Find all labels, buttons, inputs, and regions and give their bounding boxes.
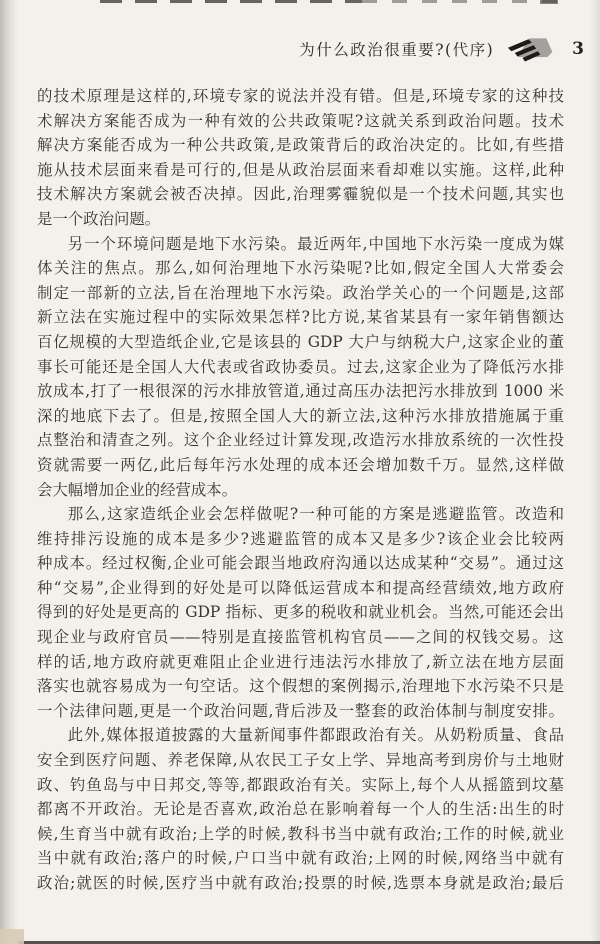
page-edge-shadow (590, 0, 600, 944)
text-line: 是一个政治问题。 (37, 209, 161, 228)
text-line: 解决方案能否成为一种公共政策,是政策背后的政治决定的。比如,有些措 (37, 136, 564, 155)
text-line: 制定一部新的立法,旨在治理地下水污染。政治学关心的一个问题是,这部 (37, 283, 564, 302)
text-line: 点整治和清查之列。这个企业经过计算发现,改造污水排放系统的一次性投 (37, 431, 564, 450)
scan-artifact-top (540, 0, 558, 4)
text-line: 候,生育当中就有政治;上学的时候,教科书当中就有政治;工作的时候,就业 (37, 824, 564, 843)
text-line: 都离不开政治。无论是否喜欢,政治总在影响着每一个人的生活:出生的时 (37, 800, 564, 819)
paragraph (37, 502, 564, 723)
text-line: 当中就有政治;落户的时候,户口当中就有政治;上网的时候,网络当中就有 (37, 849, 564, 868)
text-line: 的技术原理是这样的,环境专家的说法并没有错。但是,环境专家的这种技 (37, 87, 564, 105)
text-line: 体关注的焦点。那么,如何治理地下水污染呢?比如,假定全国人大常委会 (37, 259, 564, 278)
text-line: 放成本,打了一根很深的污水排放管道,通过高压办法把污水排放到 1000 米 (37, 382, 564, 401)
text-line: 施从技术层面来看是可行的,但是从政治层面来看却难以实施。这样,此种 (37, 160, 564, 179)
paragraph (37, 84, 564, 232)
text-line: 新立法在实施过程中的实际效果怎样?比方说,某省某县有一家年销售额达 (37, 308, 564, 327)
text-line: 政、钓鱼岛与中日邦交,等等,都跟政治有关。实际上,每个人从摇篮到坟墓 (37, 775, 564, 794)
text-line: 政治;就医的时候,医疗当中就有政治;投票的时候,选票本身就是政治;最后 (37, 874, 564, 892)
paragraph (37, 723, 564, 895)
text-line: 安全到医疗问题、养老保障,从农民工子女上学、异地高考到房价与土地财 (37, 751, 564, 770)
text-line: 资就需要一两亿,此后每年污水处理的成本还会增加数千万。显然,这样做 (37, 455, 564, 474)
scan-artifact-corner (0, 929, 24, 944)
text-line: 百亿规模的大型造纸企业,它是该县的 GDP 大户与纳税大户,这家企业的董 (37, 332, 564, 351)
text-line: 技术解决方案就会被否决掉。因此,治理雾霾貌似是一个技术问题,其实也 (37, 185, 564, 204)
text-line: 此外,媒体报道披露的大量新闻事件都跟政治有关。从奶粉质量、食品 (67, 726, 564, 745)
text-line: 现企业与政府官员——特别是直接监管机构官员——之间的权钱交易。这 (37, 628, 564, 647)
text-line: 维持排污设施的成本是多少?逃避监管的成本又是多少?该企业会比较两 (37, 529, 564, 548)
spine-shadow (0, 0, 18, 944)
text-line: 事长可能还是全国人大代表或省政协委员。过去,这家企业为了降低污水排 (37, 357, 564, 376)
text-line: 种成本。经过权衡,企业可能会跟当地政府沟通以达成某种“交易”。通过这 (37, 554, 564, 573)
text-line: 样的话,地方政府就更难阻止企业进行违法污水排放了,新立法在地方层面 (37, 652, 564, 671)
text-line: 落实也就容易成为一句空话。这个假想的案例揭示,治理地下水污染不只是 (37, 677, 564, 696)
text-line: 种“交易”,企业得到的好处是可以降低运营成本和提高经营绩效,地方政府 (37, 578, 564, 597)
text-line: 另一个环境问题是地下水污染。最近两年,中国地下水污染一度成为媒 (67, 234, 564, 253)
scan-artifact-top (362, 0, 562, 3)
text-line: 一个法律问题,更是一个政治问题,背后涉及一整套的政治体制与制度安排。 (37, 701, 564, 720)
page-number: 3 (572, 39, 584, 59)
text-line: 术解决方案能否成为一种有效的公共政策呢?这就关系到政治问题。技术 (37, 111, 564, 130)
text-line: 深的地底下去了。但是,按照全国人大的新立法,这种污水排放措施属于重 (37, 406, 564, 425)
publisher-logo-icon (506, 35, 556, 64)
chapter-title: 为什么政治很重要?(代序) (299, 41, 495, 59)
scan-artifact-top (100, 0, 362, 3)
paragraph (37, 232, 564, 503)
text-line: 会大幅增加企业的经营成本。 (37, 480, 238, 499)
text-line: 那么,这家造纸企业会怎样做呢?一种可能的方案是逃避监管。改造和 (67, 505, 564, 524)
text-block (37, 84, 564, 912)
running-head (299, 34, 584, 64)
text-line: 得到的好处是更高的 GDP 指标、更多的税收和就业机会。当然,可能还会出 (37, 603, 564, 622)
